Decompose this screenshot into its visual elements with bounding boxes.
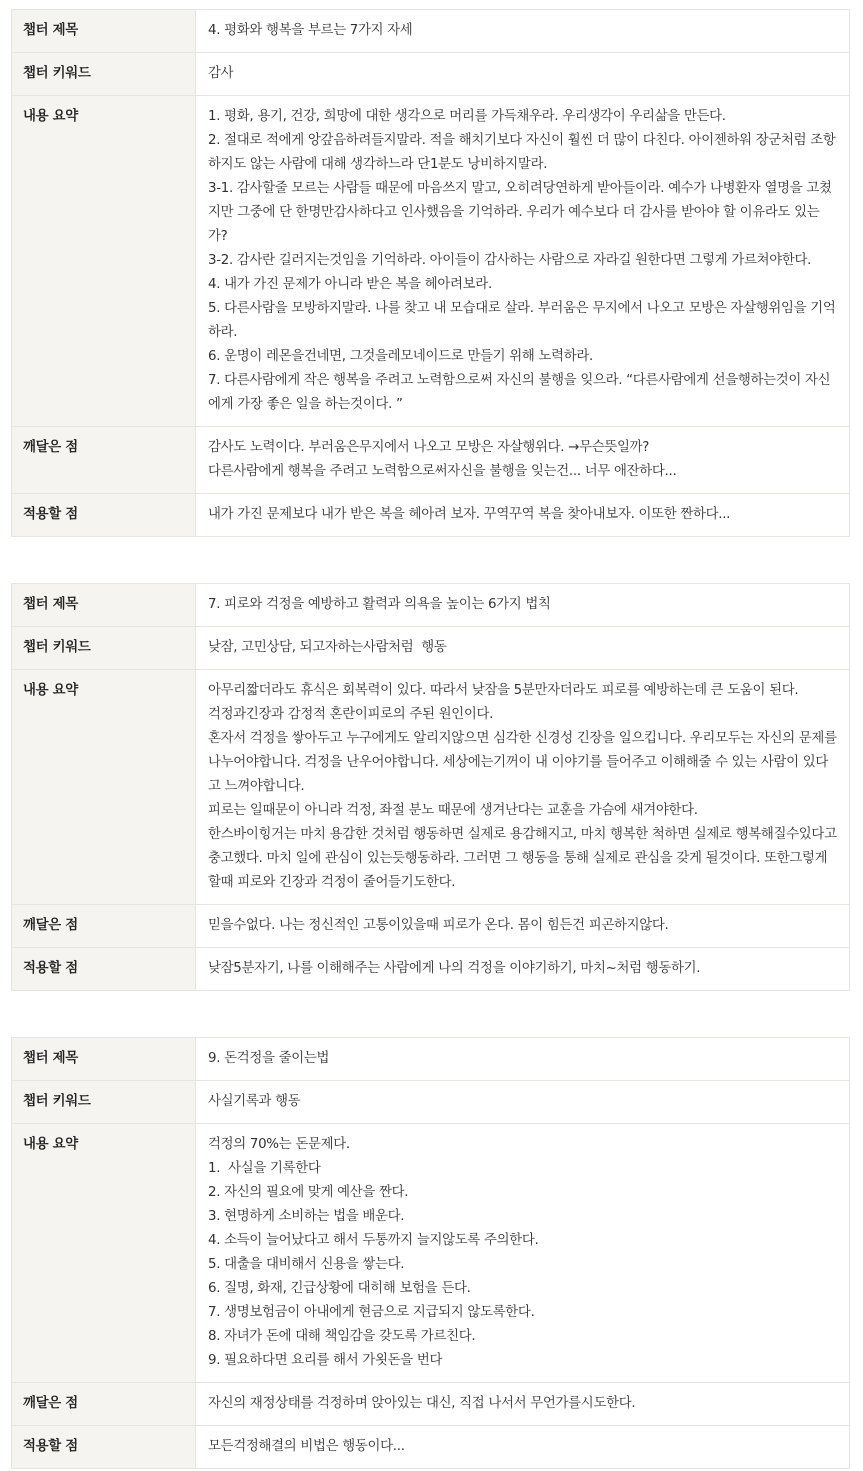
label-application: 적용할 점	[12, 494, 196, 537]
label-chapter-title: 챕터 제목	[12, 584, 196, 627]
value-application: 낮잠5분자기, 나를 이해해주는 사람에게 나의 걱정을 이야기하기, 마치~처럼 행동하기.	[196, 948, 850, 991]
label-chapter-title: 챕터 제목	[12, 10, 196, 53]
value-content-summary: 1. 평화, 용기, 건강, 희망에 대한 생각으로 머리를 가득채우라. 우리생각이 우리삶을 만든다. 2. 절대로 적에게 앙갚음하려들지말라. 적을 해치기보다 자신이 훨씬 더 많이 다친다. 아이젠하워 장군처럼 조항하지도 않는 사람에 대해 생각하느라 단1분도 낭비하지말라. 3-1. 감사할줄 모르는 사람들 때문에 마음쓰지 말고, 오히려당연하게 받아들이라. 예수가 나병환자 열명을 고쳤지만 그중에 단 한명만감사하다고 인사했음을 기억하라. 우리가 예수보다 더 감사를 받아야 할 이유라도 있는가? 3-2. 감사란 길러지는것임을 기억하라. 아이들이 감사하는 사람으로 자라길 원한다면 그렇게 가르쳐야한다. 4. 내가 가진 문제가 아니라 받은 복을 헤아려보라. 5. 다른사람을 모방하지말라. 나를 찾고 내 모습대로 살라. 부러움은 무지에서 나오고 모방은 자살행위임을 기억하라. 6. 운명이 레몬을건네면, 그것을레모네이드로 만들기 위해 노력하라. 7. 다른사람에게 작은 행복을 주려고 노력함으로써 자신의 불행을 잊으라. “다른사람에게 선을행하는것이 자신에게 가장 좋은 일을 하는것이다. ”	[196, 96, 850, 427]
value-realization: 자신의 재정상태를 걱정하며 앉아있는 대신, 직접 나서서 무언가를시도한다.	[196, 1383, 850, 1426]
value-chapter-title: 4. 평화와 행복을 부르는 7가지 자세	[196, 10, 850, 53]
label-application: 적용할 점	[12, 1426, 196, 1469]
row-chapter-keyword	[12, 53, 850, 96]
value-chapter-keyword: 낮잠, 고민상담, 되고자하는사람처럼 행동	[196, 627, 850, 670]
label-content-summary: 내용 요약	[12, 670, 196, 905]
value-chapter-title: 7. 피로와 걱정을 예방하고 활력과 의욕을 높이는 6가지 법칙	[196, 584, 850, 627]
chapter-summary-table	[11, 9, 850, 537]
label-chapter-keyword: 챕터 키워드	[12, 1081, 196, 1124]
row-chapter-keyword	[12, 627, 850, 670]
value-chapter-keyword: 사실기록과 행동	[196, 1081, 850, 1124]
label-chapter-title: 챕터 제목	[12, 1038, 196, 1081]
label-application: 적용할 점	[12, 948, 196, 991]
label-realization: 깨달은 점	[12, 427, 196, 494]
row-chapter-title	[12, 10, 850, 53]
row-content-summary	[12, 96, 850, 427]
value-realization: 감사도 노력이다. 부러움은무지에서 나오고 모방은 자살행위다. →무슨뜻일까? 다른사람에게 행복을 주려고 노력함으로써자신을 불행을 잊는건... 너무 애잔하다...	[196, 427, 850, 494]
value-chapter-keyword: 감사	[196, 53, 850, 96]
row-content-summary	[12, 670, 850, 905]
label-content-summary: 내용 요약	[12, 1124, 196, 1383]
row-application	[12, 494, 850, 537]
value-realization: 믿을수없다. 나는 정신적인 고통이있을때 피로가 온다. 몸이 힘든건 피곤하지않다.	[196, 905, 850, 948]
row-chapter-keyword	[12, 1081, 850, 1124]
row-application	[12, 948, 850, 991]
row-chapter-title	[12, 1038, 850, 1081]
value-application: 모든걱정해결의 비법은 행동이다...	[196, 1426, 850, 1469]
value-content-summary: 걱정의 70%는 돈문제다. 1. 사실을 기록한다 2. 자신의 필요에 맞게 예산을 짠다. 3. 현명하게 소비하는 법을 배운다. 4. 소득이 늘어났다고 해서 두통까지 늘지않도록 주의한다. 5. 대출을 대비해서 신용을 쌓는다. 6. 질명, 화재, 긴급상황에 대히해 보험을 든다. 7. 생명보험금이 아내에게 현금으로 지급되지 않도록한다. 8. 자녀가 돈에 대해 책임감을 갖도록 가르친다. 9. 필요하다면 요리를 해서 가욋돈을 번다	[196, 1124, 850, 1383]
label-chapter-keyword: 챕터 키워드	[12, 53, 196, 96]
value-application: 내가 가진 문제보다 내가 받은 복을 헤아려 보자. 꾸역꾸역 복을 찾아내보자. 이또한 짠하다...	[196, 494, 850, 537]
row-content-summary	[12, 1124, 850, 1383]
label-chapter-keyword: 챕터 키워드	[12, 627, 196, 670]
chapter-summary-table	[11, 583, 850, 991]
row-realization	[12, 1383, 850, 1426]
row-chapter-title	[12, 584, 850, 627]
row-realization	[12, 427, 850, 494]
value-chapter-title: 9. 돈걱정을 줄이는법	[196, 1038, 850, 1081]
label-realization: 깨달은 점	[12, 905, 196, 948]
label-content-summary: 내용 요약	[12, 96, 196, 427]
label-realization: 깨달은 점	[12, 1383, 196, 1426]
row-realization	[12, 905, 850, 948]
chapter-summary-table	[11, 1037, 850, 1469]
row-application	[12, 1426, 850, 1469]
value-content-summary: 아무리짧더라도 휴식은 회복력이 있다. 따라서 낮잠을 5분만자더라도 피로를 예방하는데 큰 도움이 된다. 걱정과긴장과 감정적 혼란이피로의 주된 원인이다. 혼자서 걱정을 쌓아두고 누구에게도 알리지않으면 심각한 신경성 긴장을 일으킵니다. 우리모두는 자신의 문제를나누어야합니다. 걱정을 난우어야합니다. 세상에는기꺼이 내 이야기를 들어주고 이해해줄 수 있는 사람이 있다고 느껴야합니다. 피로는 일때문이 아니라 걱정, 좌절 분노 때문에 생겨난다는 교훈을 가슴에 새겨야한다. 한스바이힝거는 마치 용감한 것처럼 행동하면 실제로 용감해지고, 마치 행복한 척하면 실제로 행복해질수있다고 충고했다. 마치 일에 관심이 있는듯행동하라. 그러면 그 행동을 통해 실제로 관심을 갖게 될것이다. 또한그렇게 할때 피로와 긴장과 걱정이 줄어들기도한다.	[196, 670, 850, 905]
